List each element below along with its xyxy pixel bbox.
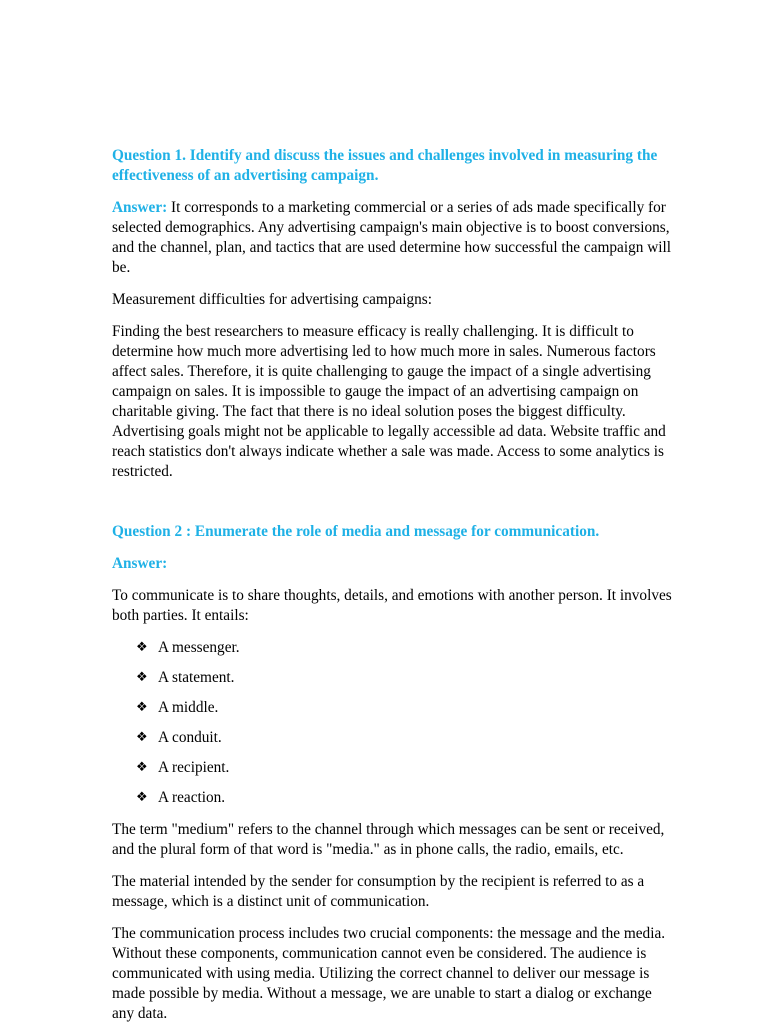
measurement-paragraph: Finding the best researchers to measure efficacy is really challenging. It is difficult to determine how much more advertising led to how much more in sales. Numerous factors affect sales. Therefore, it is quite challenging to gauge the impact of a single advertising campaign on sales. It is impossible to gauge the impact of an advertising campaign on charitable giving. The fact that there is no ideal solution poses the biggest difficulty. Advertising goals might not be applicable to legally accessible ad data. Website traffic and reach statistics don't always indicate whether a sale was made. Access to some analytics is restricted.	[112, 323, 666, 480]
diamond-bullet-icon: ❖	[136, 790, 148, 805]
list-item: ❖ A recipient.	[136, 759, 230, 776]
diamond-bullet-icon: ❖	[136, 640, 148, 655]
message-paragraph: The material intended by the sender for consumption by the recipient is referred to as a message, which is a distinct unit of communication.	[112, 873, 645, 910]
answer-text: It corresponds to a marketing commercial or a series of ads made specifically for selected demographics. Any advertising campaign's main objective is to boost conversions, and the channel, plan, and tactics that are used determine how successful the campaign will be.	[112, 199, 671, 276]
measurement-subheading: Measurement difficulties for advertising campaigns:	[112, 291, 433, 308]
question-2-heading: Question 2 : Enumerate the role of media and message for communication.	[112, 523, 600, 540]
diamond-bullet-icon: ❖	[136, 700, 148, 715]
list-item: ❖ A conduit.	[136, 729, 222, 746]
list-item: ❖ A messenger.	[136, 639, 240, 656]
answer-label: Answer:	[112, 555, 168, 572]
list-item: ❖ A statement.	[136, 669, 235, 686]
medium-paragraph: The term "medium" refers to the channel through which messages can be sent or received, and the plural form of that word is "media." as in phone calls, the radio, emails, etc.	[112, 821, 665, 858]
diamond-bullet-icon: ❖	[136, 730, 148, 745]
question-1-heading: Question 1. Identify and discuss the issues and challenges involved in measuring the effectiveness of an advertising campaign.	[112, 147, 658, 184]
diamond-bullet-icon: ❖	[136, 670, 148, 685]
communication-elements-list	[112, 638, 672, 808]
list-item: ❖ A middle.	[136, 699, 219, 716]
communication-intro: To communicate is to share thoughts, details, and emotions with another person. It involves both parties. It entails:	[112, 587, 672, 624]
document-page	[112, 146, 672, 1036]
question-1-answer	[112, 198, 672, 278]
list-item: ❖ A reaction.	[136, 789, 226, 806]
answer-label: Answer:	[112, 199, 168, 216]
diamond-bullet-icon: ❖	[136, 760, 148, 775]
process-paragraph: The communication process includes two crucial components: the message and the media. Without these components, communication cannot even be considered. The audience is communicated with using media. Utilizing the correct channel to deliver our message is made possible by media. Without a message, we are unable to start a dialog or exchange any data.	[112, 925, 666, 1022]
